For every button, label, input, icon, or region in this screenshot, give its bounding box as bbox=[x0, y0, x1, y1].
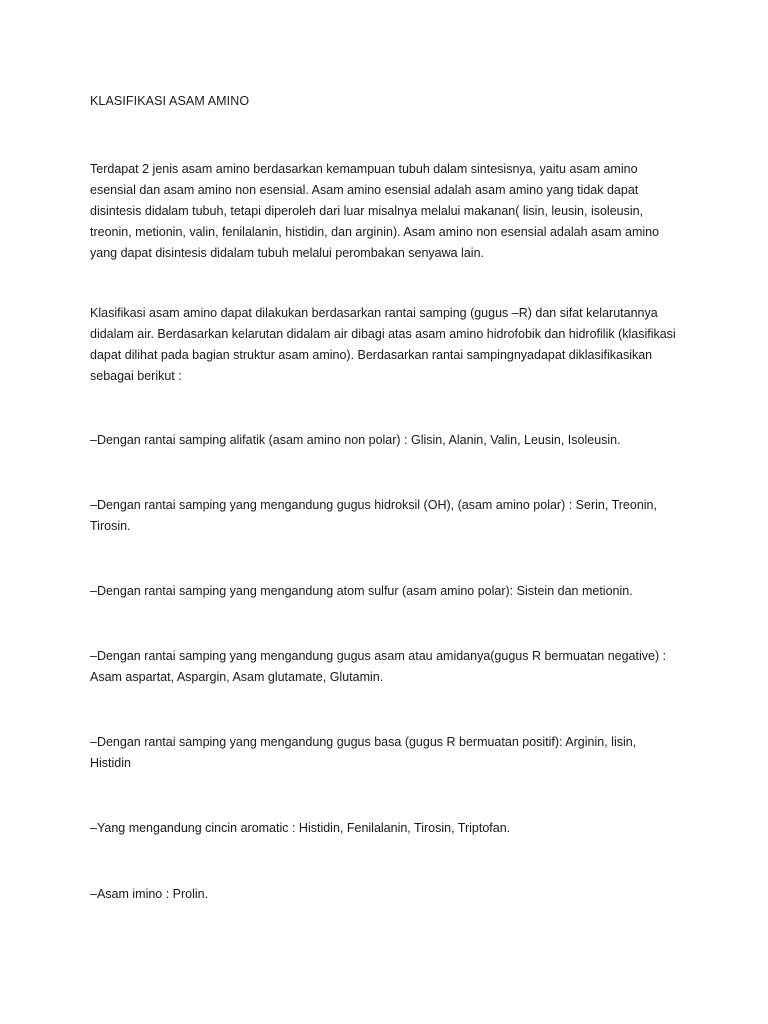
list-item: –Dengan rantai samping yang mengandung gugus hidroksil (OH), (asam amino polar) : Serin, Treonin, Tirosin. bbox=[90, 498, 657, 533]
list-item: –Yang mengandung cincin aromatic : Histidin, Fenilalanin, Tirosin, Triptofan. bbox=[90, 821, 511, 835]
paragraph-classification: Klasifikasi asam amino dapat dilakukan berdasarkan rantai samping (gugus –R) dan sifat kelarutannya didalam air. Berdasarkan kelarutan didalam air dibagi atas asam amino hidrofobik dan hidrofilik (klasifikasi dapat dilihat pada bagian struktur asam amino). Berdasarkan rantai sampingnyadapat diklasifikasikan sebagai berikut : bbox=[90, 306, 676, 383]
document-title: KLASIFIKASI ASAM AMINO bbox=[90, 94, 250, 108]
paragraph-essential-amino-acids: Terdapat 2 jenis asam amino berdasarkan kemampuan tubuh dalam sintesisnya, yaitu asam amino esensial dan asam amino non esensial. Asam amino esensial adalah asam amino yang tidak dapat disintesis didalam tubuh, tetapi diperoleh dari luar misalnya melalui makanan( lisin, leusin, isoleusin, treonin, metionin, valin, fenilalanin, histidin, dan arginin). Asam amino non esensial adalah asam amino yang dapat disintesis didalam tubuh melalui perombakan senyawa lain. bbox=[90, 162, 660, 260]
list-item: –Dengan rantai samping yang mengandung atom sulfur (asam amino polar): Sistein dan metionin. bbox=[90, 584, 633, 598]
list-item: –Dengan rantai samping yang mengandung gugus asam atau amidanya(gugus R bermuatan negative) : Asam aspartat, Aspargin, Asam glutamate, Glutamin. bbox=[90, 649, 667, 684]
list-item: –Asam imino : Prolin. bbox=[90, 887, 209, 901]
list-item: –Dengan rantai samping yang mengandung gugus basa (gugus R bermuatan positif): Arginin, lisin, Histidin bbox=[90, 735, 637, 770]
list-item: –Dengan rantai samping alifatik (asam amino non polar) : Glisin, Alanin, Valin, Leusin, Isoleusin. bbox=[90, 433, 621, 447]
